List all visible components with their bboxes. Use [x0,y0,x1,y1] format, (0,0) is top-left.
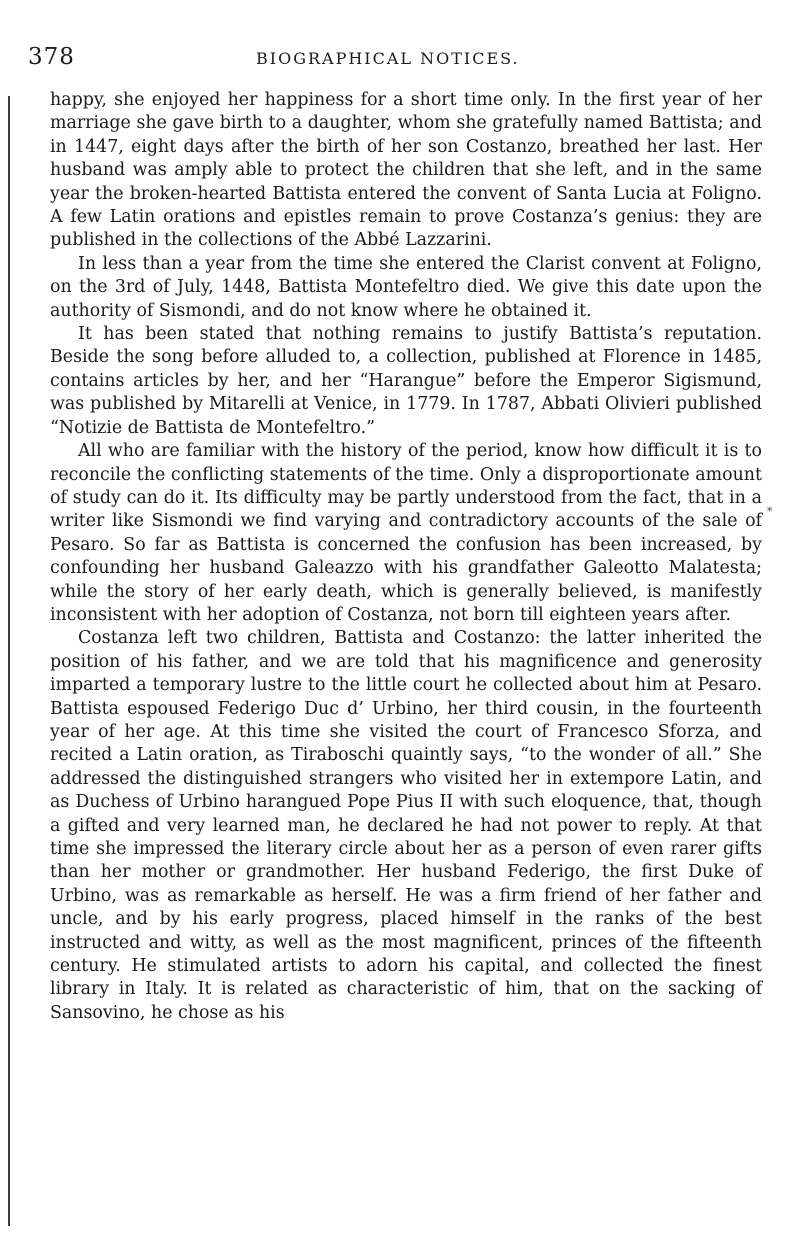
paragraph: It has been stated that nothing remains to justify Battista’s reputation. Beside the song before alluded to, a collection, published at Florence in 1485, contains articles by her, and her “Harangue” before the Emperor Sigismund, was published by Mitarelli at Venice, in 1779. In 1787, Abbati Olivieri published “Notizie de Battista de Montefeltro.” [50,324,762,438]
paragraph: All who are familiar with the history of the period, know how difficult it is to reconcile the conflicting statements of the time. Only a disproportionate amount of study can do it. Its difficulty may be partly understood from the fact, that in a writer like Sismondi we find varying and contradictory accounts of the sale of Pesaro. So far as Battista is concerned the confusion has been increased, by confounding her husband Galeazzo with his grandfather Galeotto Malatesta; while the story of her early death, which is generally believed, is manifestly inconsistent with her adoption of Costanza, not born till eighteen years after. [50,441,762,625]
running-title: BIOGRAPHICAL NOTICES. [256,49,520,68]
marginal-mark: * [767,505,773,518]
left-margin-rule [8,96,10,1226]
paragraph-continuation: happy, she enjoyed her happiness for a short time only. In the first year of her marriage she gave birth to a daughter, whom she gratefully named Battista; and in 1447, eight days after the birth of her son Costanzo, breathed her last. Her husband was amply able to protect the children that she left, and in the same year the broken-hearted Battista entered the convent of Santa Lucia at Foligno. A few Latin orations and epistles remain to prove Costanza’s genius: they are published in the collections of the Abbé Lazzarini. [50,90,762,251]
page-header [28,44,780,74]
paragraph: Costanza left two children, Battista and Costanzo: the latter inherited the position of his father, and we are told that his magnificence and generosity imparted a temporary lustre to the little court he collected about him at Pesaro. Battista espoused Federigo Duc d’ Urbino, her third cousin, in the fourteenth year of her age. At this time she visited the court of Francesco Sforza, and recited a Latin oration, as Tiraboschi quaintly says, “to the wonder of all.” She addressed the distinguished strangers who visited her in extempore Latin, and as Duchess of Urbino harangued Pope Pius II with such eloquence, that, though a gifted and very learned man, he declared he had not power to reply. At that time she impressed the literary circle about her as a person of even rarer gifts than her mother or grandmother. Her husband Federigo, the first Duke of Urbino, was as remarkable as herself. He was a firm friend of her father and uncle, and by his early progress, placed himself in the ranks of the best instructed and witty, as well as the most magnificent, princes of the fifteenth century. He stimulated artists to adorn his capital, and collected the finest library in Italy. It is related as characteristic of him, that on the sacking of Sansovino, he chose as his [50,628,762,1023]
body-text [50,89,762,1025]
paragraph: In less than a year from the time she entered the Clarist convent at Foligno, on the 3rd of July, 1448, Battista Montefeltro died. We give this date upon the authority of Sismondi, and do not know where he obtained it. [50,253,762,321]
page-number: 378 [28,44,75,70]
